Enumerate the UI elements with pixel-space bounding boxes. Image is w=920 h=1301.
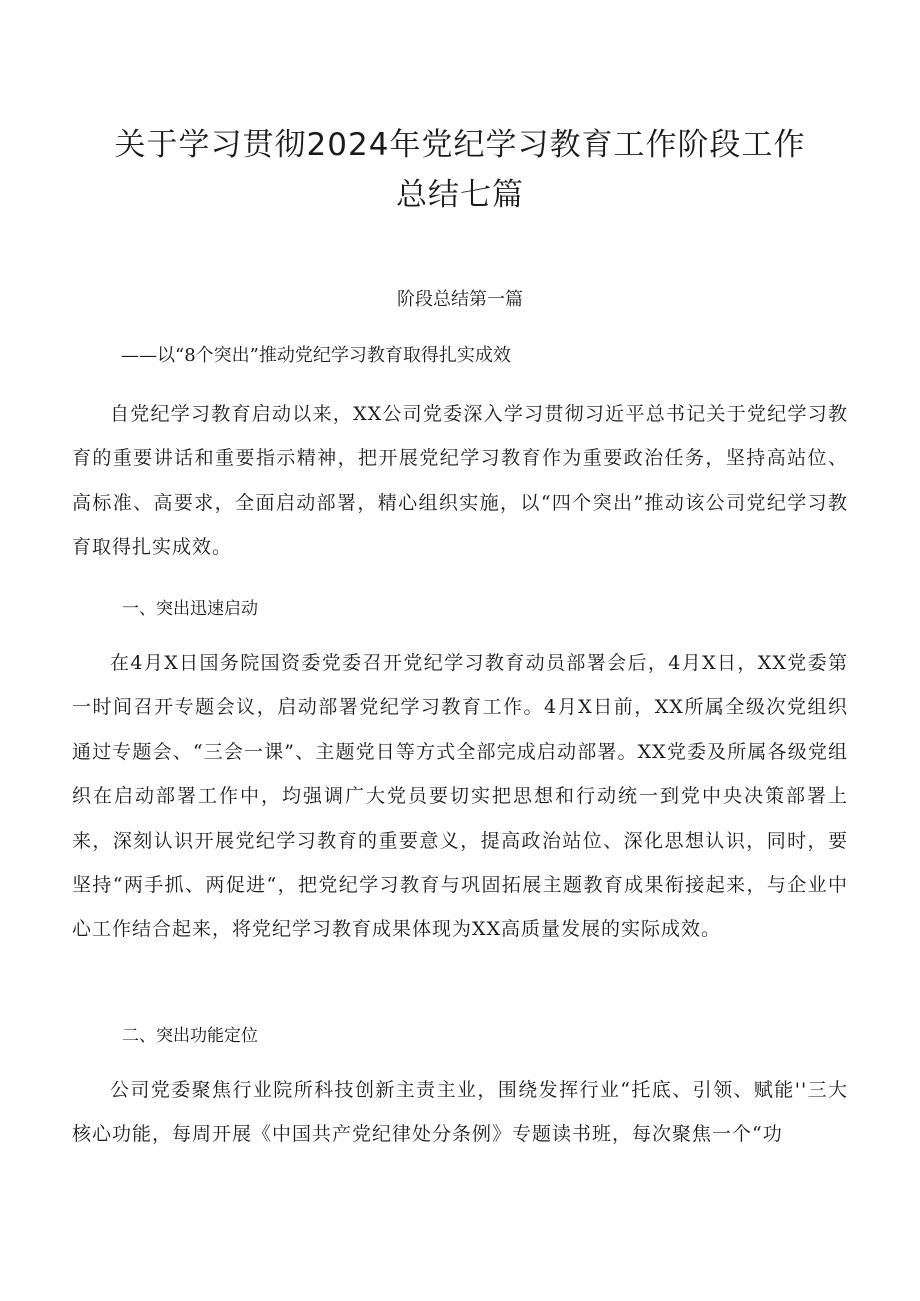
section-heading-1: 一、突出迅速启动 <box>122 599 258 619</box>
section-heading-2: 二、突出功能定位 <box>122 1026 258 1046</box>
intro-paragraph: 自党纪学习教育启动以来，XX公司党委深入学习贯彻习近平总书记关于党纪学习教育的重要讲话和重要指示精神，把开展党纪学习教育作为重要政治任务，坚持高站位、高标准、高要求，全面启动部署，精心组织实施，以“四个突出”推动该公司党纪学习教育取得扎实成效。 <box>72 403 848 559</box>
section-title: 阶段总结第一篇 <box>397 289 523 310</box>
section-body-2: 公司党委聚焦行业院所科技创新主责主业，围绕发挥行业“托底、引领、赋能''三大核心功能，每周开展《中国共产党纪律处分条例》专题读书班，每次聚焦一个“功 <box>72 1079 848 1146</box>
section-body-1: 在4月X日国务院国资委党委召开党纪学习教育动员部署会后，4月X日，XX党委第一时间召开专题会议，启动部署党纪学习教育工作。4月X日前，XX所属全级次党组织通过专题会、“三会一课”、主题党日等方式全部完成启动部署。XX党委及所属各级党组织在启动部署工作中，均强调广大党员要切实把思想和行动统一到党中央决策部署上来，深刻认识开展党纪学习教育的重要意义，提高政治站位、深化思想认识，同时，要坚持“两手抓、两促进“，把党纪学习教育与巩固拓展主题教育成果衔接起来，与企业中心工作结合起来，将党纪学习教育成果体现为XX高质量发展的实际成效。 <box>72 652 848 941</box>
document-title: 关于学习贯彻2024年党纪学习教育工作阶段工作总结七篇 <box>114 127 806 213</box>
document-subtitle: ——以“8个突出”推动党纪学习教育取得扎实成效 <box>121 345 511 366</box>
